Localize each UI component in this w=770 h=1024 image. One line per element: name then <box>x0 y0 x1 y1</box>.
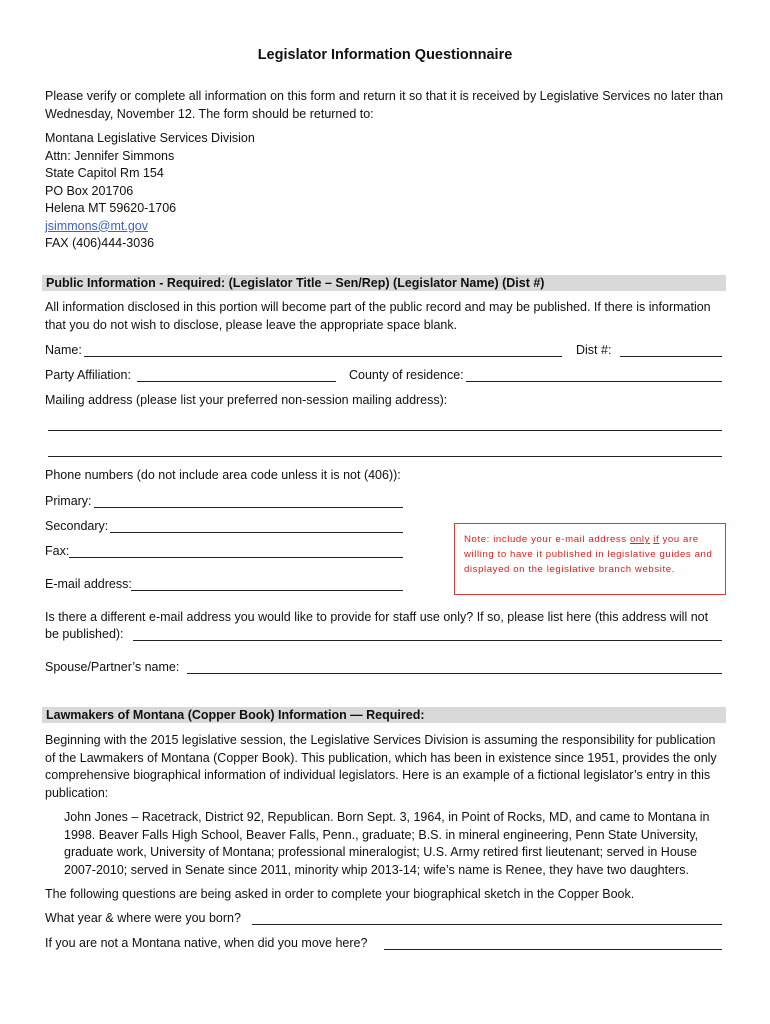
mailing-field-1[interactable] <box>48 430 722 431</box>
staff-email-label: Is there a different e-mail address you would like to provide for staff use only? If so, please list here (this address will not <box>45 610 709 624</box>
public-info-desc: All information disclosed in this portion will become part of the public record and may be published. If there is information that you do not wish to disclose, please leave the appropriate space blank. <box>45 300 711 332</box>
secondary-field[interactable] <box>110 532 403 533</box>
county-label: County of residence: <box>349 368 464 382</box>
email-note-box <box>454 523 726 595</box>
address-line-5: Helena MT 59620-1706 <box>45 201 177 215</box>
primary-label: Primary: <box>45 494 92 508</box>
staff-email-field[interactable] <box>133 640 722 641</box>
staff-email-label-2: be published): <box>45 627 124 641</box>
address-line-3: State Capitol Rm 154 <box>45 166 164 180</box>
name-label: Name: <box>45 343 82 357</box>
secondary-label: Secondary: <box>45 519 109 533</box>
email-link[interactable]: jsimmons@mt.gov <box>45 218 148 233</box>
note-text-pre: Note: include your e-mail address <box>464 534 630 545</box>
intro-text: Please verify or complete all information on this form and return it so that it is received by Legislative Services no later than Wednesday, November 12. The form should be returned to: <box>45 89 724 121</box>
born-field[interactable] <box>252 924 722 925</box>
moved-field[interactable] <box>384 949 722 950</box>
note-text-only: only <box>629 534 650 545</box>
return-address <box>45 130 255 253</box>
primary-field[interactable] <box>94 507 403 508</box>
phone-label: Phone numbers (do not include area code unless it is not (406)): <box>45 468 401 482</box>
spouse-field[interactable] <box>187 673 722 674</box>
address-line-4: PO Box 201706 <box>45 183 134 198</box>
party-label: Party Affiliation: <box>45 368 131 382</box>
copper-book-heading: Lawmakers of Montana (Copper Book) Information — Required: <box>42 707 726 723</box>
mailing-label: Mailing address (please list your preferred non-session mailing address): <box>45 393 448 407</box>
dist-label: Dist #: <box>576 343 612 357</box>
name-field[interactable] <box>84 356 562 357</box>
copper-book-desc: Beginning with the 2015 legislative session, the Legislative Services Division is assuming the responsibility for publication of the Lawmakers of Montana (Copper Book). This publication, which has been in existence since 1951, provides the only comprehensive biographical information of individual legislators. Here is an example of a fictional legislator’s entry in this publication: <box>45 733 717 800</box>
fax-field[interactable] <box>69 557 403 558</box>
sample-entry: John Jones – Racetrack, District 92, Republican. Born Sept. 3, 1964, in Point of Rocks, MD, and came to Montana in 1998. Beaver Falls High School, Beaver Falls, Penn., graduate; B.S. in mineral engineering, Penn State University, graduate work, University of Montana; professional mineralogist; U.S. Army retired first lieutenant; served in House 2007-2010; served in Senate since 2011, minority whip 2013-14; wife’s name is Renee, they have two daughters. <box>64 810 710 877</box>
email-field[interactable] <box>131 590 403 591</box>
note-text-post: you are willing to have it published in legislative guides and displayed on the legislative branch website. <box>464 534 713 575</box>
spouse-label: Spouse/Partner’s name: <box>45 660 180 674</box>
email-label: E-mail address: <box>45 577 132 591</box>
county-field[interactable] <box>466 381 722 382</box>
fax-label: Fax: <box>45 544 70 558</box>
party-field[interactable] <box>137 381 336 382</box>
fax-number: FAX (406)444-3036 <box>45 236 155 250</box>
following-text: The following questions are being asked in order to complete your biographical sketch in the Copper Book. <box>45 887 635 901</box>
page-title: Legislator Information Questionnaire <box>257 47 513 63</box>
dist-field[interactable] <box>620 356 722 357</box>
note-text-if: if <box>653 534 660 545</box>
address-line-1: Montana Legislative Services Division <box>45 131 255 145</box>
moved-label: If you are not a Montana native, when did you move here? <box>45 936 368 950</box>
public-info-heading: Public Information - Required: (Legislator Title – Sen/Rep) (Legislator Name) (Dist #) <box>42 275 726 291</box>
born-label: What year & where were you born? <box>45 911 241 925</box>
mailing-field-2[interactable] <box>48 456 722 457</box>
address-line-2: Attn: Jennifer Simmons <box>45 148 175 163</box>
